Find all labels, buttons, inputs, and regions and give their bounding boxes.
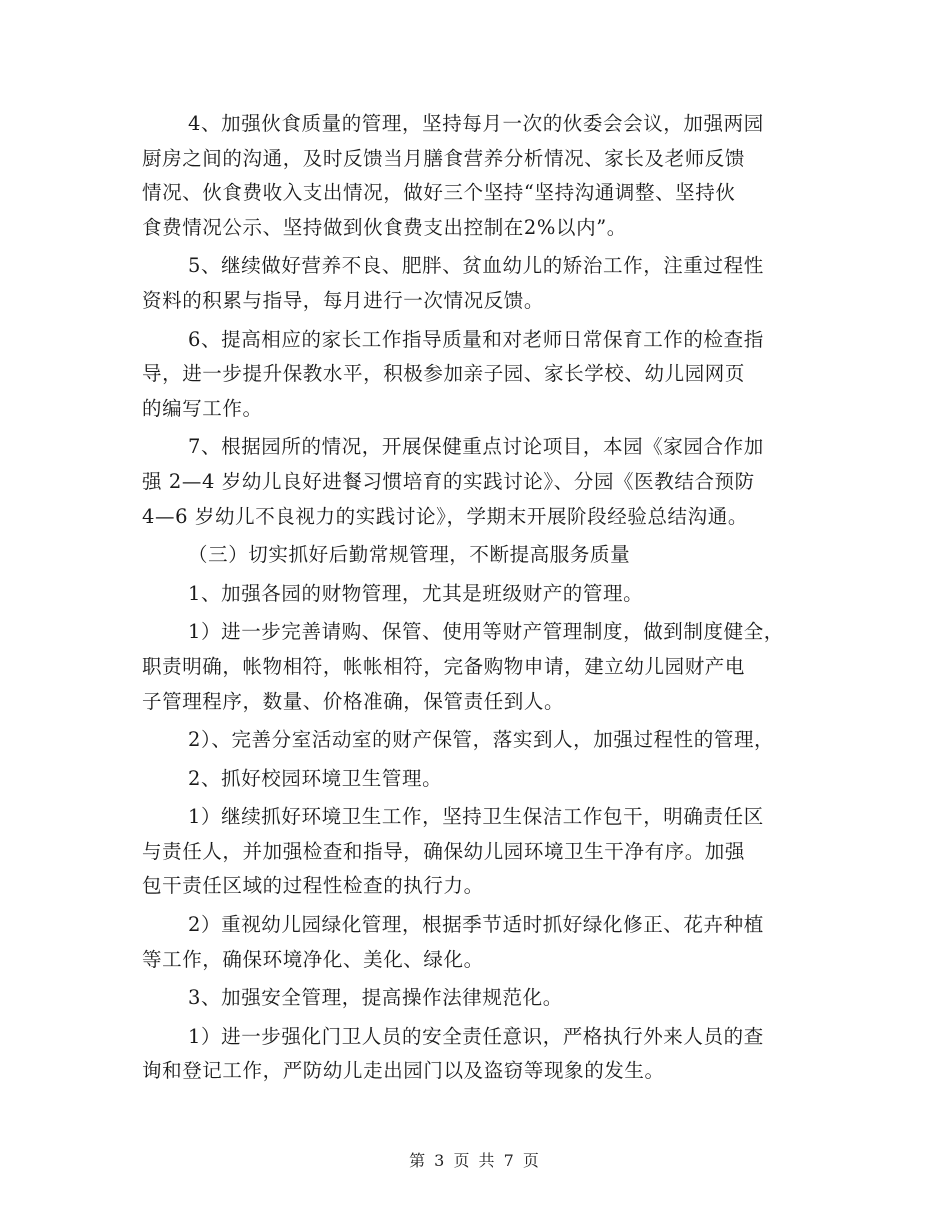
text-line: 的编写工作。: [142, 396, 263, 420]
section-heading-3: [142, 538, 822, 573]
text-line: 2、抓好校园环境卫生管理。: [188, 766, 443, 790]
paragraph-sub-item-2-1: [142, 800, 822, 904]
document-body: [142, 107, 822, 1093]
text-line: 职责明确，帐物相符，帐帐相符，完备购物申请，建立幼儿园财产电: [142, 654, 746, 678]
paragraph-subsection-1: [142, 577, 822, 612]
text-line: 7、根据园所的情况，开展保健重点讨论项目，本园《家园合作加: [188, 435, 764, 459]
text-line: 资料的积累与指导，每月进行一次情况反馈。: [142, 288, 545, 312]
paragraph-sub-item-3-1: [142, 1020, 822, 1089]
text-line: 1）继续抓好环境卫生工作，坚持卫生保洁工作包干，明确责任区: [188, 805, 764, 829]
text-line: 导，进一步提升保教水平，积极参加亲子园、家长学校、幼儿园网页: [142, 362, 746, 386]
paragraph-item-6: [142, 323, 822, 427]
page-number-footer: 第 3 页 共 7 页: [409, 1151, 541, 1170]
paragraph-sub-item-1-1: [142, 615, 822, 719]
paragraph-item-4: [142, 107, 822, 245]
text-line: 4、加强伙食质量的管理，坚持每月一次的伙委会会议，加强两园: [188, 112, 764, 135]
section-heading-text: （三）切实抓好后勤常规管理，不断提高服务质量: [188, 543, 631, 567]
text-line: 3、加强安全管理，提高操作法律规范化。: [188, 986, 563, 1010]
paragraph-item-7: [142, 430, 822, 534]
paragraph-item-5: [142, 249, 822, 318]
paragraph-subsection-3: [142, 981, 822, 1016]
text-line: 与责任人，并加强检查和指导，确保幼儿园环境卫生干净有序。加强: [142, 839, 746, 863]
text-line: 5、继续做好营养不良、肥胖、贫血幼儿的矫治工作，注重过程性: [188, 254, 764, 278]
text-line: 食费情况公示、坚持做到伙食费支出控制在2%以内”。: [142, 215, 627, 239]
paragraph-sub-item-1-2: [142, 723, 822, 758]
text-line: 包干责任区域的过程性检查的执行力。: [142, 874, 484, 898]
text-line: 2）、完善分室活动室的财产保管，落实到人，加强过程性的管理，: [188, 728, 775, 752]
text-line: 强 2—4 岁幼儿良好进餐习惯培育的实践讨论》、分园《医教结合预防: [142, 469, 755, 493]
paragraph-sub-item-2-2: [142, 908, 822, 977]
text-line: 情况、伙食费收入支出情况，做好三个坚持“坚持沟通调整、坚持伙: [142, 181, 736, 205]
text-line: 4—6 岁幼儿不良视力的实践讨论》，学期末开展阶段经验总结沟通。: [142, 504, 748, 528]
text-line: 询和登记工作，严防幼儿走出园门以及盗窃等现象的发生。: [142, 1059, 665, 1083]
text-line: 1）进一步强化门卫人员的安全责任意识，严格执行外来人员的查: [188, 1024, 764, 1048]
text-line: 等工作，确保环境净化、美化、绿化。: [142, 947, 484, 971]
text-line: 2）重视幼儿园绿化管理，根据季节适时抓好绿化修正、花卉种植: [188, 913, 764, 937]
text-line: 1、加强各园的财物管理，尤其是班级财产的管理。: [188, 581, 644, 605]
text-line: 子管理程序，数量、价格准确，保管责任到人。: [142, 689, 565, 713]
text-line: 1）进一步完善请购、保管、使用等财产管理制度，做到制度健全，: [188, 620, 784, 644]
text-line: 6、提高相应的家长工作指导质量和对老师日常保育工作的检查指: [188, 327, 764, 351]
text-line: 厨房之间的沟通，及时反馈当月膳食营养分析情况、家长及老师反馈: [142, 146, 746, 170]
paragraph-subsection-2: [142, 762, 822, 797]
